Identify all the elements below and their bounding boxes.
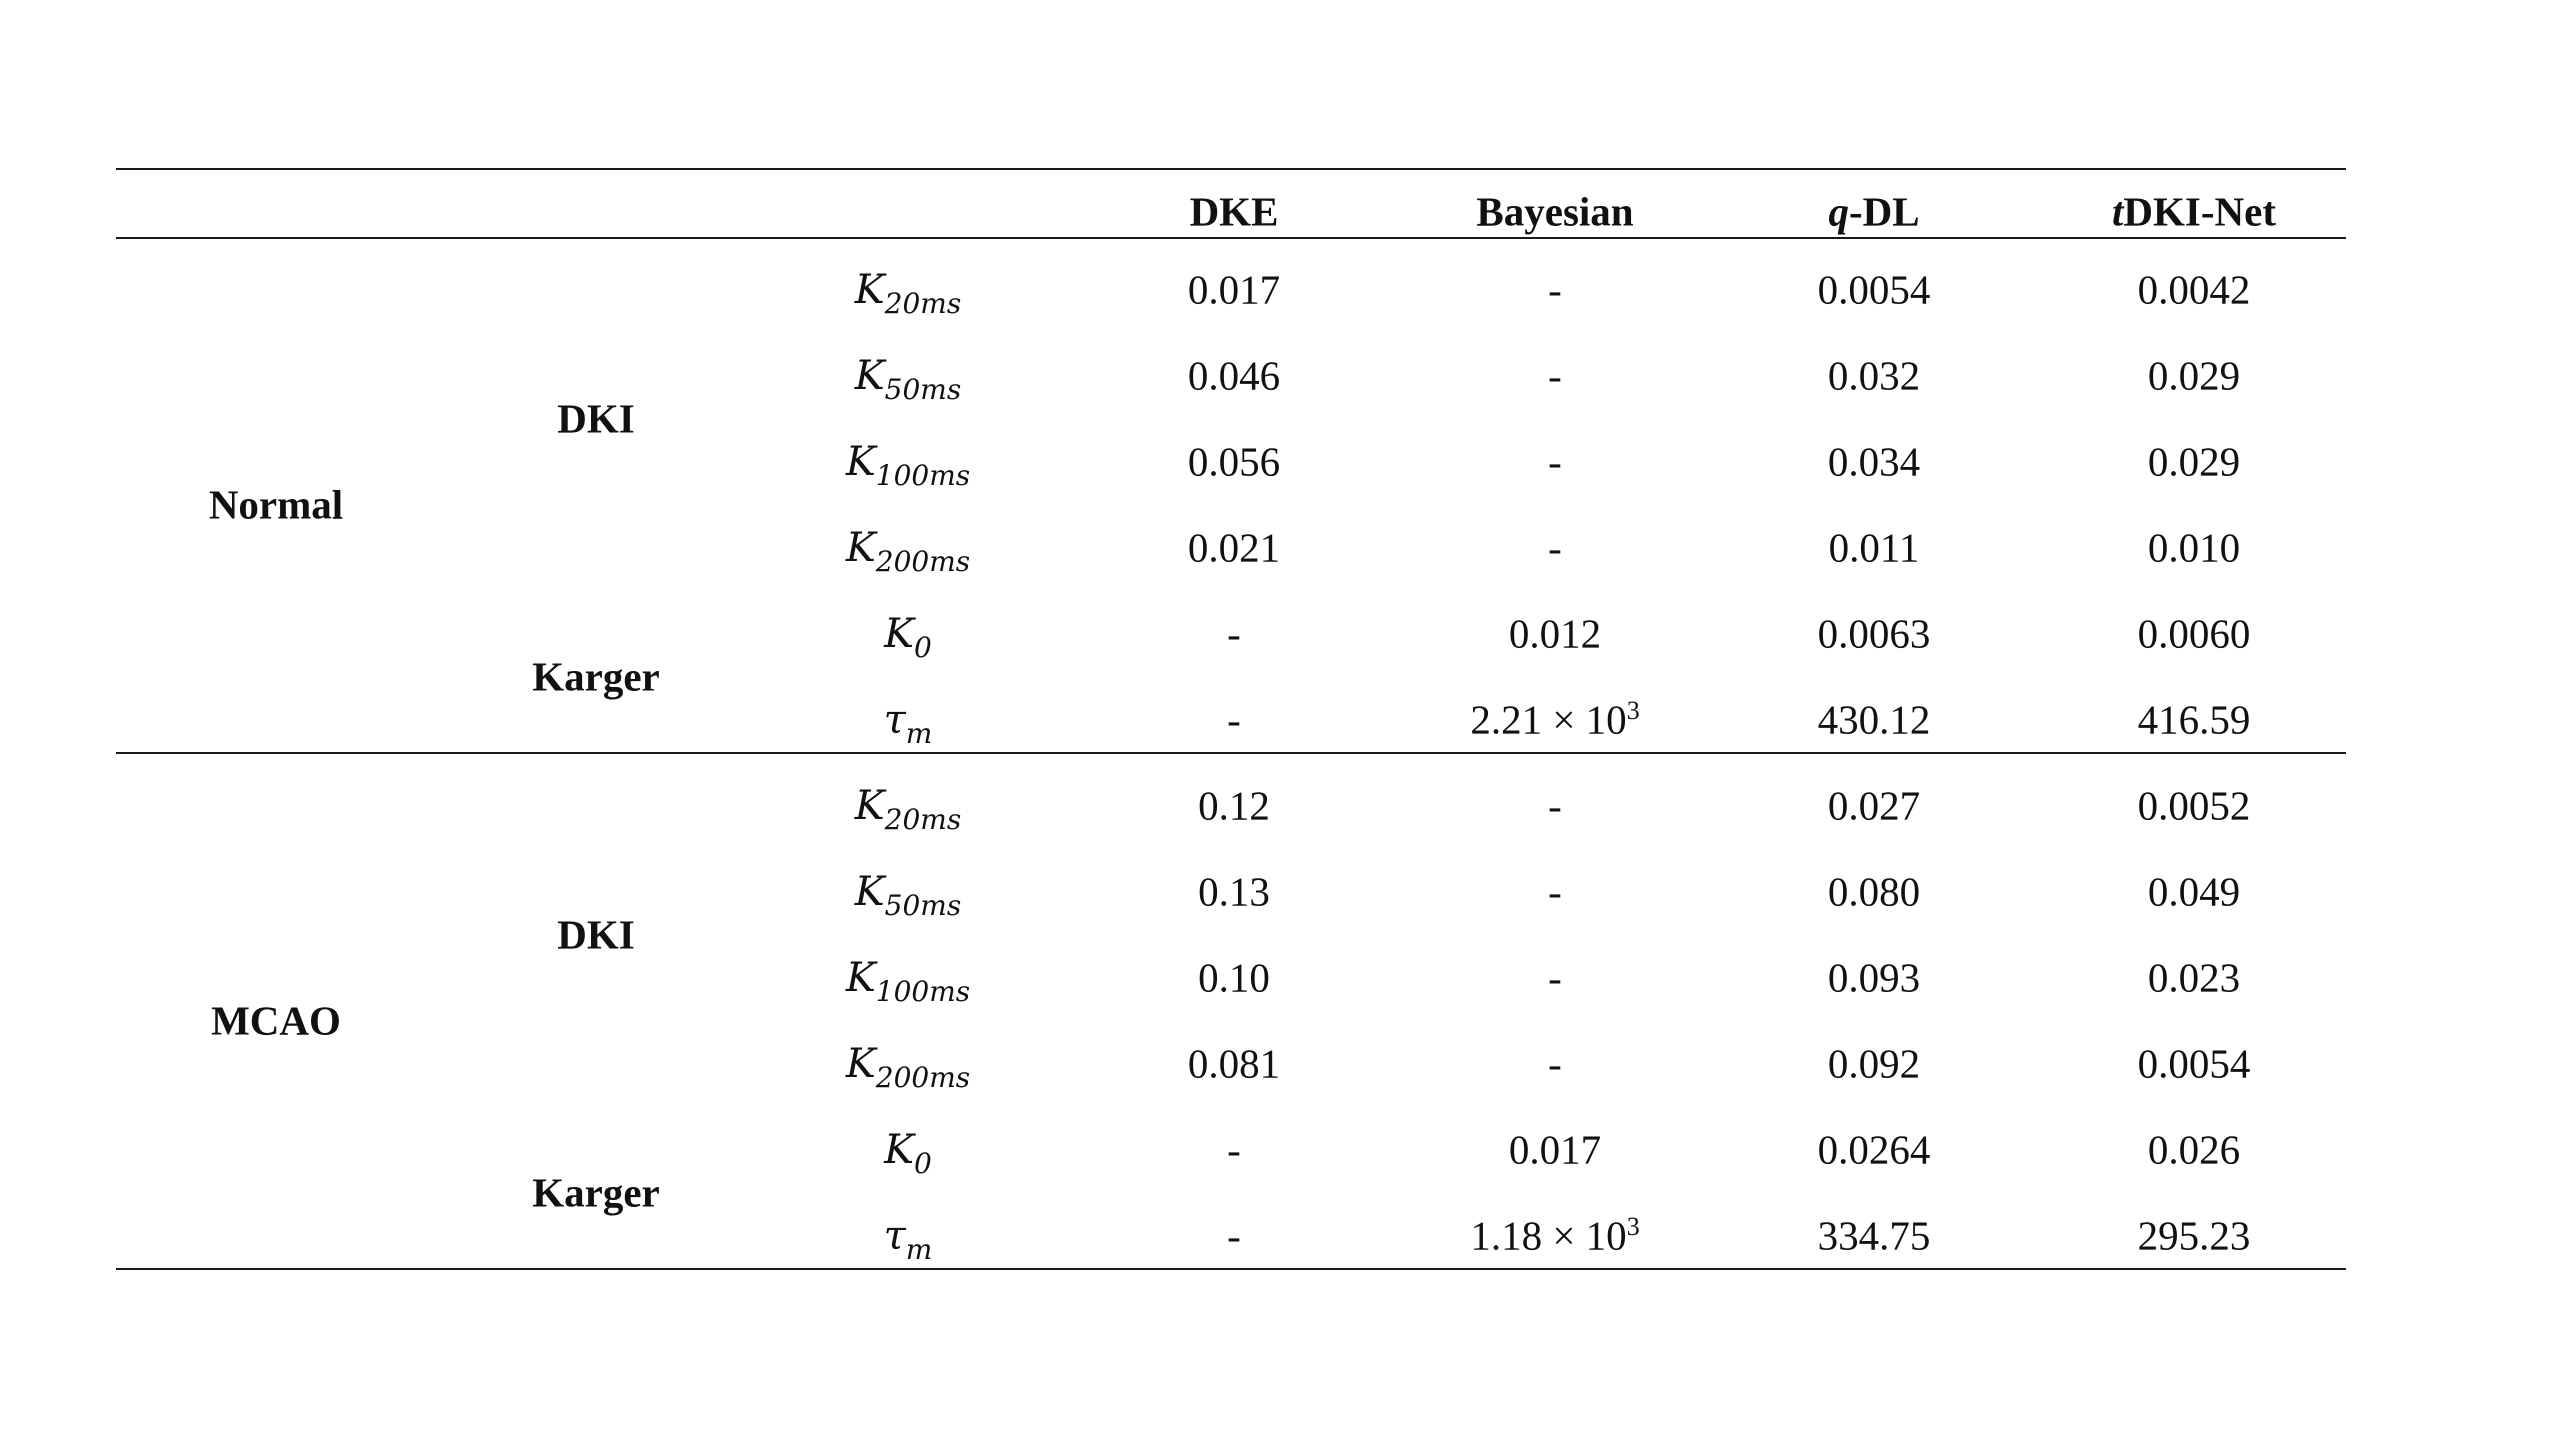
table-cell	[1827, 352, 1921, 399]
cell-value: -	[1227, 1126, 1241, 1173]
table-cell	[1227, 1126, 1241, 1173]
table-cell	[1827, 438, 1921, 485]
cell-value: 0.017	[1187, 266, 1281, 313]
table-cell	[2137, 696, 2251, 743]
table-cell	[2147, 438, 2241, 485]
cell-value: -	[1548, 782, 1562, 829]
table-cell	[2137, 1040, 2251, 1087]
table-cell	[1827, 868, 1921, 915]
cell-value: 0.0063	[1817, 610, 1931, 657]
cell-value: 0.081	[1187, 1040, 1281, 1087]
parameter-subscript: 100ms	[875, 974, 971, 1008]
cell-value: -	[1548, 524, 1562, 571]
table-cell	[1817, 1126, 1931, 1173]
parameter-subscript: m	[905, 716, 933, 750]
parameter-subscript: 20ms	[884, 286, 962, 320]
column-header	[1189, 188, 1279, 235]
parameter-label	[854, 869, 962, 922]
table-cell	[1187, 352, 1281, 399]
table-cell	[1548, 524, 1562, 571]
table-cell	[1548, 954, 1562, 1001]
cell-value: 0.017	[1508, 1126, 1602, 1173]
parameter-subscript: 50ms	[884, 888, 962, 922]
cell-value: 0.10	[1198, 954, 1270, 1001]
table-cell	[1548, 868, 1562, 915]
group-label: Karger	[532, 653, 660, 700]
parameter-label	[845, 955, 971, 1008]
parameter-subscript: m	[905, 1232, 933, 1266]
parameter-subscript: 50ms	[884, 372, 962, 406]
column-header-label: DKI-Net	[2123, 188, 2276, 235]
parameter-symbol: K	[845, 955, 876, 1001]
cell-value: -	[1227, 1212, 1241, 1259]
table-cell	[1827, 782, 1921, 829]
table-cell	[2147, 524, 2241, 571]
table-cell	[1187, 266, 1281, 313]
cell-value: 0.0264	[1817, 1126, 1931, 1173]
table-cell	[1817, 696, 1931, 743]
cell-value: 0.021	[1187, 524, 1281, 571]
table-cell	[1198, 782, 1270, 829]
parameter-symbol: τ	[883, 697, 906, 743]
parameter-symbol: K	[845, 439, 876, 485]
parameter-subscript: 20ms	[884, 802, 962, 836]
cell-value: -	[1548, 1040, 1562, 1087]
table-cell	[1198, 954, 1270, 1001]
cell-value: 0.0042	[2137, 266, 2251, 313]
cell-value: 0.027	[1827, 782, 1921, 829]
column-header-prefix: q	[1828, 188, 1849, 235]
parameter-symbol: K	[845, 1041, 876, 1087]
table-cell	[2137, 1212, 2251, 1259]
parameter-symbol: K	[854, 869, 885, 915]
column-header	[2112, 188, 2276, 235]
table-cell	[1548, 266, 1562, 313]
parameter-label	[854, 783, 962, 836]
cell-exponent: 3	[1626, 696, 1640, 726]
table-cell	[1227, 610, 1241, 657]
cell-exponent: 3	[1626, 1212, 1640, 1242]
cell-value: 334.75	[1817, 1212, 1931, 1259]
parameter-symbol: K	[854, 783, 885, 829]
column-header	[1828, 188, 1920, 235]
column-header-label: -DL	[1848, 188, 1920, 235]
cell-value: 1.18 × 10	[1470, 1212, 1627, 1259]
cell-value: -	[1548, 266, 1562, 313]
table-cell	[1548, 782, 1562, 829]
table-cell	[1827, 1040, 1921, 1087]
cell-value: 0.012	[1508, 610, 1602, 657]
table-top-rule	[116, 168, 2346, 170]
column-header-prefix: t	[2112, 188, 2124, 235]
cell-value: 430.12	[1817, 696, 1931, 743]
table-cell	[2137, 782, 2251, 829]
table-cell	[1548, 352, 1562, 399]
table-rule	[116, 237, 2346, 239]
parameter-label	[845, 525, 971, 578]
cell-value: 0.010	[2147, 524, 2241, 571]
cell-value: -	[1548, 868, 1562, 915]
table-cell	[1198, 868, 1270, 915]
cell-value: -	[1227, 696, 1241, 743]
cell-value: 0.011	[1828, 524, 1920, 571]
table-cell	[1548, 1040, 1562, 1087]
table-cell	[1548, 438, 1562, 485]
parameter-subscript: 200ms	[875, 544, 971, 578]
parameter-symbol: K	[884, 1127, 915, 1173]
cell-value: 0.0060	[2137, 610, 2251, 657]
cell-value: 0.080	[1827, 868, 1921, 915]
parameter-label	[854, 267, 962, 320]
group-label: DKI	[557, 395, 635, 442]
group-label: Karger	[532, 1169, 660, 1216]
cell-value: 0.049	[2147, 868, 2241, 915]
cell-value: 0.092	[1827, 1040, 1921, 1087]
table-cell	[1470, 1212, 1640, 1259]
cell-value: 416.59	[2137, 696, 2251, 743]
table-cell	[2137, 266, 2251, 313]
group-label: DKI	[557, 911, 635, 958]
cell-value: 0.023	[2147, 954, 2241, 1001]
table-cell	[1187, 1040, 1281, 1087]
table-cell	[1817, 1212, 1931, 1259]
cell-value: 0.029	[2147, 352, 2241, 399]
table-cell	[2137, 610, 2251, 657]
parameter-symbol: K	[854, 267, 885, 313]
column-header	[1476, 188, 1634, 235]
parameter-label	[884, 1127, 932, 1180]
parameter-symbol: K	[854, 353, 885, 399]
cell-value: 0.056	[1187, 438, 1281, 485]
cell-value: 0.0054	[2137, 1040, 2251, 1087]
cell-value: 0.032	[1827, 352, 1921, 399]
parameter-label	[883, 697, 933, 750]
cell-value: -	[1548, 438, 1562, 485]
cell-value: 0.0052	[2137, 782, 2251, 829]
parameter-label	[884, 611, 932, 664]
section-label: Normal	[208, 481, 344, 528]
cell-value: 0.029	[2147, 438, 2241, 485]
parameter-label	[883, 1213, 933, 1266]
table-cell	[1508, 1126, 1602, 1173]
table-cell	[1227, 1212, 1241, 1259]
parameter-label	[845, 439, 971, 492]
table-cell	[1227, 696, 1241, 743]
cell-value: 0.12	[1198, 782, 1270, 829]
parameter-subscript: 100ms	[875, 458, 971, 492]
section-label: MCAO	[211, 997, 341, 1044]
cell-value: 0.0054	[1817, 266, 1931, 313]
parameter-subscript: 0	[914, 1146, 932, 1180]
parameter-label	[845, 1041, 971, 1094]
table-cell	[1817, 266, 1931, 313]
table-cell	[2147, 1126, 2241, 1173]
cell-value: -	[1548, 352, 1562, 399]
table-cell	[1187, 524, 1281, 571]
cell-value: -	[1548, 954, 1562, 1001]
parameter-label	[854, 353, 962, 406]
parameter-symbol: τ	[883, 1213, 906, 1259]
cell-value: -	[1227, 610, 1241, 657]
cell-value: 2.21 × 10	[1470, 696, 1627, 743]
table-rule	[116, 752, 2346, 754]
cell-value: 0.034	[1827, 438, 1921, 485]
cell-value: 0.13	[1198, 868, 1270, 915]
table-cell	[1817, 610, 1931, 657]
cell-value: 0.093	[1827, 954, 1921, 1001]
parameter-symbol: K	[845, 525, 876, 571]
cell-value: 0.046	[1187, 352, 1281, 399]
cell-value: 295.23	[2137, 1212, 2251, 1259]
table-cell	[1187, 438, 1281, 485]
table-cell	[1470, 696, 1640, 743]
table-cell	[1827, 954, 1921, 1001]
parameter-symbol: K	[884, 611, 915, 657]
table-cell	[2147, 868, 2241, 915]
table-cell	[1508, 610, 1602, 657]
column-header-label: DKE	[1189, 188, 1279, 235]
column-header-label: Bayesian	[1476, 188, 1634, 235]
cell-value: 0.026	[2147, 1126, 2241, 1173]
table-cell	[2147, 352, 2241, 399]
table-cell	[1828, 524, 1920, 571]
parameter-subscript: 0	[914, 630, 932, 664]
table-bottom-rule	[116, 1268, 2346, 1270]
parameter-subscript: 200ms	[875, 1060, 971, 1094]
table-cell	[2147, 954, 2241, 1001]
